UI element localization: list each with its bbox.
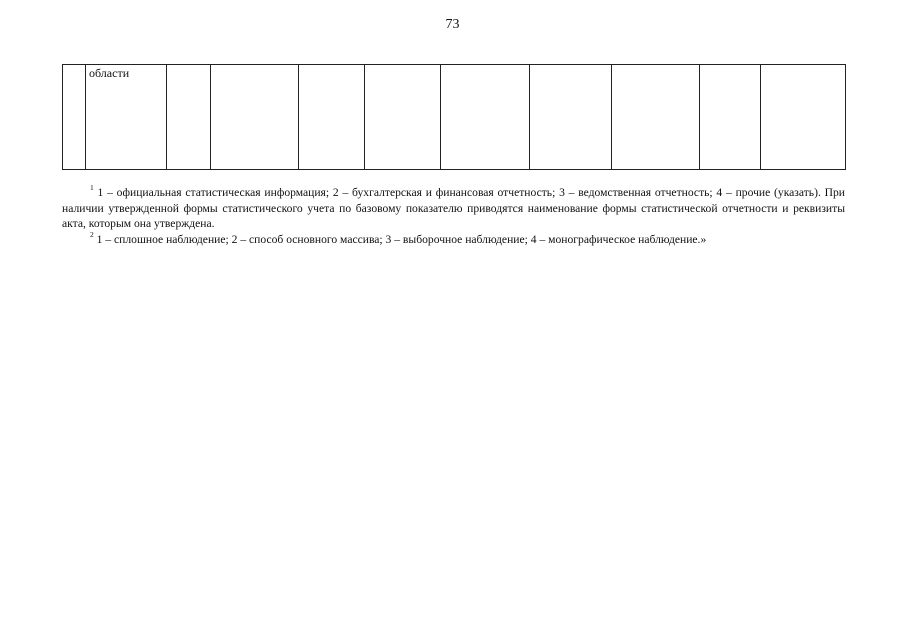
table-cell-name [86, 65, 167, 170]
table-row [63, 65, 846, 170]
footnote-text: 1 – сплошное наблюдение; 2 – способ основного массива; 3 – выборочное наблюдение; 4 – монографическое наблюдение.» [93, 232, 707, 246]
table-cell [761, 65, 846, 170]
footnote-1 [62, 185, 845, 232]
table-cell [700, 65, 761, 170]
cell-text-region: области [89, 66, 130, 80]
footnotes [62, 185, 845, 247]
table-cell-number [63, 65, 86, 170]
table-cell [211, 65, 299, 170]
table-cell [441, 65, 530, 170]
footnote-2 [62, 229, 845, 248]
table-cell [612, 65, 700, 170]
footnote-text: 1 – официальная статистическая информация; 2 – бухгалтерская и финансовая отчетность; 3 – ведомственная отчетность; 4 – прочие (указать). При наличии утвержденной формы статистического учета по базовому показателю приводятся наименование формы статистической отчетности и реквизиты акта, которым она утверждена. [62, 186, 845, 230]
footnote-marker: 1 [90, 183, 94, 193]
table-cell [167, 65, 211, 170]
footnote-marker: 2 [90, 229, 94, 239]
table-cell [530, 65, 612, 170]
table-cell [299, 65, 365, 170]
table-cell [365, 65, 441, 170]
page-number: 73 [445, 17, 460, 32]
continuation-table [62, 64, 846, 170]
